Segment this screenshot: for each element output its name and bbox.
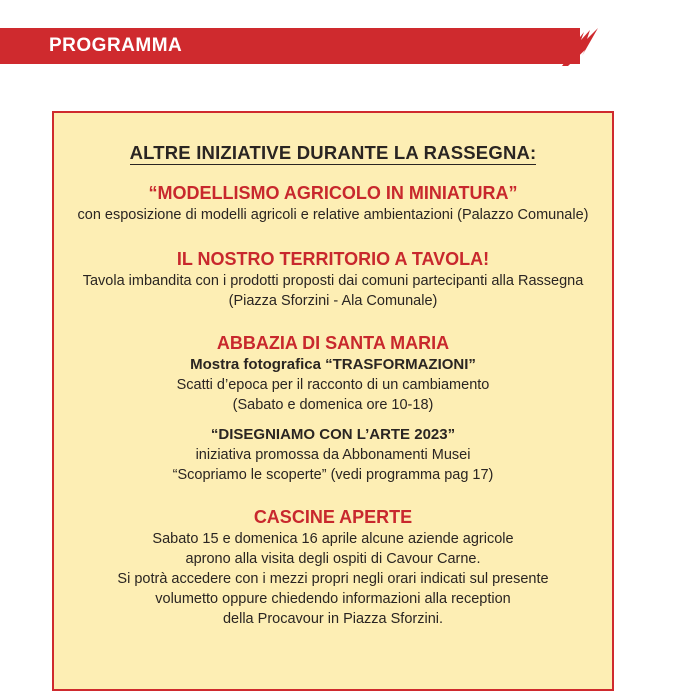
section-text: “Scopriamo le scoperte” (vedi programma pag 17) [172, 467, 494, 483]
section-modellismo [54, 183, 612, 225]
section-subtitle: Mostra fotografica “TRASFORMAZIONI” [190, 356, 476, 373]
section-title: ABBAZIA DI SANTA MARIA [216, 333, 450, 353]
section-text: Sabato 15 e domenica 16 aprile alcune aziende agricole [152, 531, 514, 547]
info-panel [52, 111, 614, 691]
section-text: aprono alla visita degli ospiti di Cavour Carne. [185, 551, 481, 567]
section-text: iniziativa promossa da Abbonamenti Musei [195, 447, 471, 463]
section-text: della Procavour in Piazza Sforzini. [222, 611, 444, 627]
swoosh-icon [560, 26, 600, 68]
section-text: (Sabato e domenica ore 10-18) [232, 397, 434, 413]
section-text: Scatti d’epoca per il racconto di un cambiamento [176, 377, 490, 393]
section-title: IL NOSTRO TERRITORIO A TAVOLA! [176, 249, 490, 269]
section-text: Si potrà accedere con i mezzi propri negli orari indicati sul presente [117, 571, 549, 587]
section-text: con esposizione di modelli agricoli e relative ambientazioni (Palazzo Comunale) [77, 207, 589, 223]
section-title: CASCINE APERTE [253, 507, 413, 527]
section-territorio [54, 249, 612, 311]
section-subtitle: “DISEGNIAMO CON L’ARTE 2023” [210, 426, 456, 443]
panel-heading: ALTRE INIZIATIVE DURANTE LA RASSEGNA: [129, 142, 537, 163]
section-banner [0, 28, 580, 64]
banner-title: PROGRAMMA [49, 35, 183, 56]
section-text: (Piazza Sforzini - Ala Comunale) [228, 293, 438, 309]
section-cascine [54, 507, 612, 629]
section-title: “MODELLISMO AGRICOLO IN MINIATURA” [148, 183, 518, 203]
section-text: Tavola imbandita con i prodotti proposti dai comuni partecipanti alla Rassegna [82, 273, 584, 289]
section-abbazia [54, 333, 612, 485]
section-text: volumetto oppure chiedendo informazioni alla reception [155, 591, 511, 607]
